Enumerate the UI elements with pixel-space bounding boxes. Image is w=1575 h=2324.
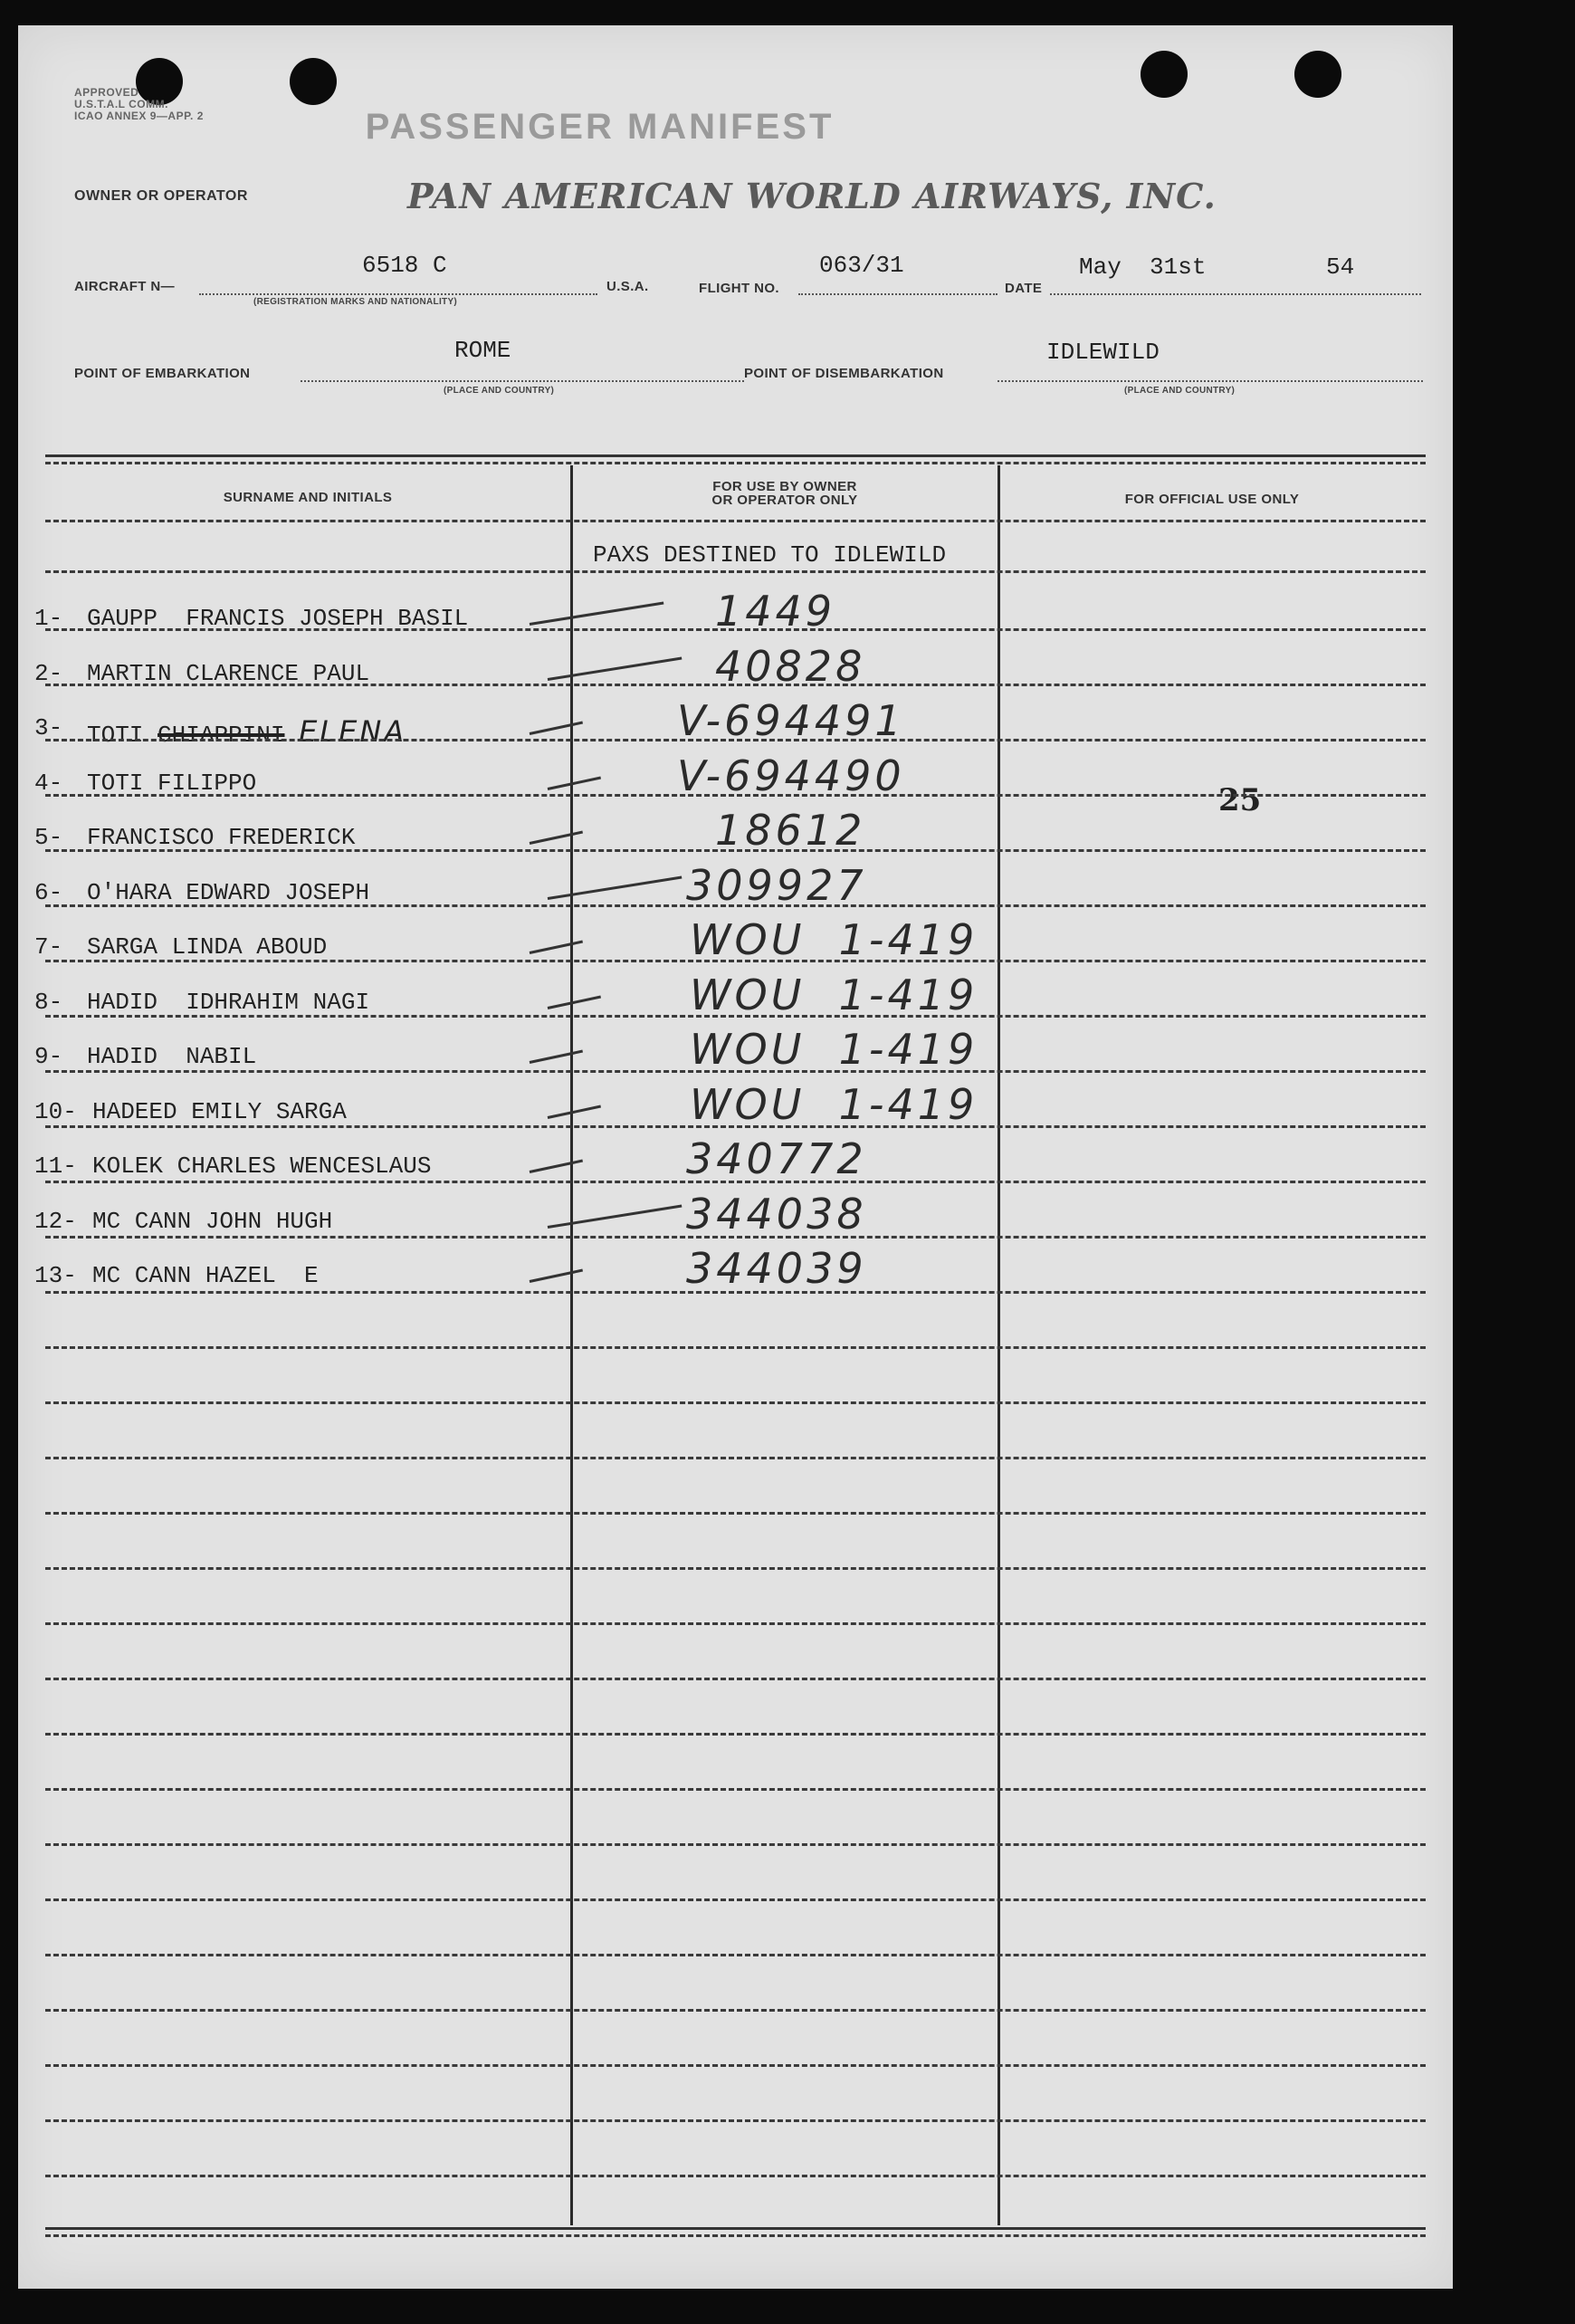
row-number: 6- — [34, 878, 63, 906]
ruled-line — [45, 684, 1426, 686]
passenger-name — [92, 1208, 332, 1235]
ruled-line — [45, 1512, 1426, 1515]
check-mark — [548, 656, 682, 680]
row-number: 10- — [34, 1097, 77, 1125]
struck-name: CHIAPPINI — [158, 722, 285, 749]
check-mark — [530, 941, 583, 954]
handwritten-name: ELENA — [299, 714, 407, 749]
passenger-surname: MARTIN CLARENCE PAUL — [87, 659, 370, 687]
disembark-label: POINT OF DISEMBARKATION — [744, 366, 944, 381]
official-mark: 25 — [1218, 782, 1262, 818]
passenger-id: 18612 — [715, 806, 866, 855]
passenger-id: 344039 — [686, 1244, 867, 1293]
row-number: 13- — [34, 1262, 77, 1289]
punch-hole — [1294, 51, 1341, 98]
passenger-id: 40828 — [715, 641, 866, 691]
passenger-id: WOU 1-419 — [690, 915, 978, 964]
punch-hole — [290, 58, 337, 105]
passenger-surname: HADID IDHRAHIM NAGI — [87, 988, 370, 1016]
ruled-line — [45, 1236, 1426, 1239]
passenger-surname: O'HARA EDWARD JOSEPH — [87, 878, 370, 906]
check-mark — [530, 831, 583, 845]
ruled-line — [45, 1125, 1426, 1128]
check-mark — [548, 1105, 601, 1118]
passenger-id: V-694490 — [677, 751, 905, 800]
embark-value: ROME — [454, 337, 511, 364]
ruled-line — [45, 1954, 1426, 1956]
embark-label: POINT OF EMBARKATION — [74, 366, 251, 381]
column-owner-use-line: OR OPERATOR ONLY — [711, 493, 858, 508]
passenger-surname: MC CANN JOHN HUGH — [92, 1207, 333, 1235]
check-mark — [530, 722, 583, 735]
passenger-id: WOU 1-419 — [690, 1025, 978, 1074]
page-title: PASSENGER MANIFEST — [365, 107, 835, 147]
ruled-line — [45, 2227, 1426, 2230]
passenger-name — [87, 1043, 256, 1070]
aircraft-sub: (REGISTRATION MARKS AND NATIONALITY) — [253, 297, 458, 307]
aircraft-label: AIRCRAFT N— — [74, 279, 176, 294]
column-owner-use-line: FOR USE BY OWNER — [712, 479, 857, 494]
column-owner-use — [572, 480, 998, 507]
ruled-line — [45, 739, 1426, 741]
passenger-name — [87, 660, 369, 687]
owner-value: PAN AMERICAN WORLD AIRWAYS, INC. — [407, 176, 1217, 216]
passenger-name — [87, 770, 256, 797]
passenger-id: WOU 1-419 — [690, 970, 978, 1019]
passenger-name — [87, 714, 406, 749]
column-official: FOR OFFICIAL USE ONLY — [1124, 492, 1300, 507]
aircraft-value: 6518 C — [362, 252, 447, 279]
passenger-name — [92, 1262, 319, 1289]
ruled-line — [45, 1843, 1426, 1846]
date-year: 54 — [1326, 253, 1355, 281]
passenger-name — [92, 1152, 431, 1180]
owner-label: OWNER OR OPERATOR — [74, 188, 248, 204]
ruled-line — [45, 1346, 1426, 1349]
row-number: 8- — [34, 988, 63, 1016]
ruled-line — [45, 1898, 1426, 1901]
destination-note: PAXS DESTINED TO IDLEWILD — [593, 541, 947, 569]
ruled-line — [45, 960, 1426, 962]
row-number: 3- — [34, 714, 63, 741]
check-mark — [548, 875, 682, 899]
passenger-surname: MC CANN HAZEL E — [92, 1262, 319, 1289]
ruled-line — [45, 1733, 1426, 1736]
check-mark — [530, 1269, 583, 1283]
disembark-sub: (PLACE AND COUNTRY) — [1124, 386, 1236, 396]
passenger-id: V-694491 — [677, 696, 905, 745]
approval-line: APPROVED — [74, 86, 139, 99]
ruled-line — [45, 2119, 1426, 2122]
row-number: 9- — [34, 1043, 63, 1070]
ruled-line — [45, 1622, 1426, 1625]
passenger-id: 344038 — [686, 1189, 867, 1239]
ruled-line — [45, 1457, 1426, 1459]
row-number: 5- — [34, 824, 63, 851]
passenger-name — [92, 1098, 347, 1125]
row-number: 2- — [34, 659, 63, 687]
column-surname: SURNAME AND INITIALS — [223, 490, 393, 505]
punch-hole — [1141, 51, 1188, 98]
row-number: 12- — [34, 1207, 77, 1235]
disembark-value: IDLEWILD — [1046, 339, 1160, 366]
ruled-line — [45, 2064, 1426, 2067]
embark-sub: (PLACE AND COUNTRY) — [444, 386, 555, 396]
check-mark — [530, 602, 664, 626]
approval-line: ICAO ANNEX 9—APP. 2 — [74, 110, 204, 122]
passenger-name — [87, 879, 369, 906]
passenger-surname: HADEED EMILY SARGA — [92, 1097, 347, 1125]
row-number: 4- — [34, 769, 63, 797]
ruled-line — [45, 2234, 1426, 2237]
passenger-surname: HADID NABIL — [87, 1043, 257, 1070]
flight-value: 063/31 — [819, 252, 904, 279]
ruled-line — [45, 520, 1426, 522]
ruled-line — [45, 1401, 1426, 1404]
date-label: DATE — [1005, 281, 1043, 296]
check-mark — [548, 995, 601, 1009]
row-number: 1- — [34, 605, 63, 632]
passenger-surname: TOTI — [87, 722, 144, 749]
ruled-line — [45, 628, 1426, 631]
ruled-line — [45, 1567, 1426, 1570]
check-mark — [548, 1204, 682, 1228]
check-mark — [530, 1160, 583, 1173]
ruled-line — [45, 2009, 1426, 2012]
passenger-surname: TOTI FILIPPO — [87, 769, 257, 797]
ruled-line — [45, 1678, 1426, 1680]
passenger-surname: FRANCISCO FREDERICK — [87, 824, 356, 851]
date-value: May 31st — [1079, 253, 1207, 281]
ruled-line — [45, 1181, 1426, 1183]
manifest-sheet — [18, 25, 1453, 2289]
check-mark — [548, 776, 601, 789]
ruled-line — [45, 1015, 1426, 1018]
passenger-surname: KOLEK CHARLES WENCESLAUS — [92, 1152, 432, 1180]
passenger-surname: SARGA LINDA ABOUD — [87, 933, 328, 961]
passenger-surname: GAUPP FRANCIS JOSEPH BASIL — [87, 605, 469, 632]
ruled-line — [45, 1291, 1426, 1294]
ruled-line — [45, 570, 1426, 573]
ruled-line — [45, 2175, 1426, 2177]
ruled-line — [45, 849, 1426, 852]
passenger-id: WOU 1-419 — [690, 1079, 978, 1129]
ruled-line — [45, 1070, 1426, 1073]
passenger-name — [87, 989, 369, 1016]
passenger-id: 1449 — [715, 587, 836, 636]
ruled-line — [45, 1788, 1426, 1791]
passenger-name — [87, 824, 355, 851]
row-number: 7- — [34, 933, 63, 961]
row-number: 11- — [34, 1152, 77, 1180]
flight-label: FLIGHT NO. — [699, 281, 779, 296]
nationality: U.S.A. — [606, 279, 649, 294]
ruled-line — [45, 904, 1426, 907]
approval-line: U.S.T.A.L COMM. — [74, 98, 168, 110]
ruled-line — [45, 794, 1426, 797]
passenger-name — [87, 933, 327, 961]
passenger-id: 309927 — [686, 860, 867, 910]
check-mark — [530, 1050, 583, 1064]
passenger-id: 340772 — [686, 1134, 867, 1183]
